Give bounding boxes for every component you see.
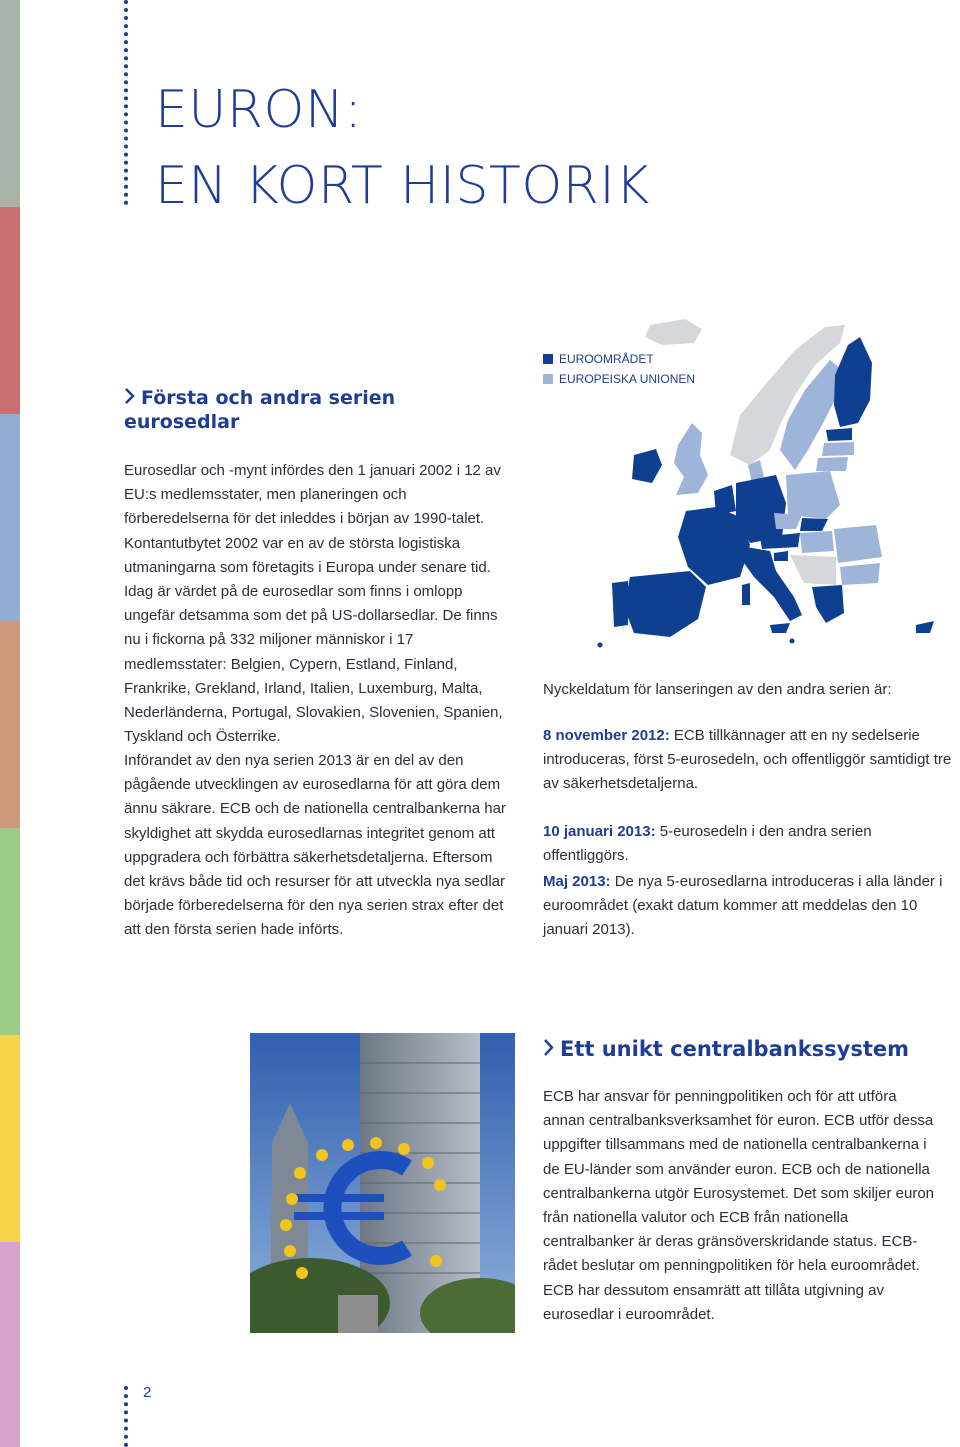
map-bulgaria (840, 563, 880, 585)
section2-heading (543, 1036, 909, 1062)
map-slovakia (800, 518, 828, 531)
map-sardinia (742, 583, 750, 605)
color-stripe-6 (0, 1035, 20, 1242)
map-ireland (632, 449, 662, 483)
map-latvia (822, 442, 854, 456)
chevron-right-icon (543, 1036, 554, 1062)
page-title-line2: EN KORT HISTORIK (155, 156, 650, 216)
color-stripe-7 (0, 1242, 20, 1447)
map-balkans (790, 555, 836, 585)
map-poland (786, 471, 840, 519)
map-spain (624, 571, 706, 637)
map-portugal (612, 581, 628, 627)
section2-heading-text: Ett unikt centralbankssystem (560, 1037, 910, 1061)
color-stripe-1 (0, 0, 20, 207)
map-cyprus (916, 621, 934, 633)
key-dates-intro: Nyckeldatum för lanseringen av den andra serien är: (543, 681, 892, 698)
key-date-label-2: 10 januari 2013: (543, 823, 656, 840)
key-date-item-3 (543, 870, 943, 943)
legend-eurozone-label: EUROOMRÅDET (559, 352, 654, 366)
map-uk (674, 423, 708, 495)
page-number: 2 (143, 1384, 152, 1401)
footer-dotted-rule (124, 1386, 128, 1447)
section1-paragraph1: Eurosedlar och -mynt infördes den 1 januari 2002 i 12 av EU:s medlemsstater, men planeringen och förberedelserna för det inleddes i början av 1990-talet. Kontantutbytet 2002 var en av de största logistiska utmaningarna som företagits i Europa under senare tid. Idag är värdet på de eurosedlar som finns i omlopp ungefär detsamma som det på US-dollarsedlar. De finns nu i fickorna på 332 miljoner människor i 17 medlemsstater: Belgien, Cypern, Estland, Finland, Frankrike, Grekland, Irland, Italien, Luxemburg, Malta, Nederländerna, Portugal, Slovakien, Slovenien, Spanien, Tyskland och Österrike. (124, 462, 503, 746)
map-slovenia (774, 551, 788, 561)
map-malta (790, 639, 795, 644)
europe-map (590, 315, 960, 655)
page-title-line1: EURON: (155, 80, 363, 140)
key-date-label-3: Maj 2013: (543, 873, 611, 890)
legend-eu-swatch (543, 374, 553, 384)
section1-heading (124, 386, 395, 434)
color-stripe-5 (0, 828, 20, 1035)
map-lithuania (816, 457, 848, 471)
map-estonia (826, 428, 852, 441)
key-date-item-2 (543, 820, 958, 868)
key-date-label-1: 8 november 2012: (543, 727, 670, 744)
key-date-item-1 (543, 724, 955, 797)
key-date-text-3: De nya 5-eurosedlarna introduceras i alla länder i euroområdet (exakt datum kommer att meddelas den 10 januari 2013). (543, 873, 943, 939)
title-dotted-rule (124, 0, 128, 205)
map-finland (834, 337, 872, 427)
ecb-euro-sculpture-photo (250, 1033, 515, 1333)
color-stripe-4 (0, 621, 20, 828)
section1-paragraph2: Införandet av den nya serien 2013 är en del av den pågående utvecklingen av eurosedlarna för att göra dem ännu säkrare. ECB och de nationella centralbankerna har skyldighet att skydda eurosedlarnas integritet genom att uppgradera och förbättra säkerhetsdetaljerna. Eftersom det krävs både tid och resurser för att utveckla nya sedlar började förberedelserna för den nya serien strax efter det att den första serien hade införts. (124, 752, 506, 939)
map-romania (834, 525, 882, 563)
map-hungary (800, 531, 834, 553)
key-date-text-2: 5-eurosedeln i den andra serien offentliggörs. (543, 823, 872, 865)
section2-paragraph: ECB har ansvar för penningpolitiken och för att utföra annan centralbanksverksamhet för euron. ECB utför dessa uppgifter tillsammans med de nationella centralbankerna i de EU-länder som använder euron. ECB och de nationella centralbankerna utgör Eurosystemet. Det som skiljer euron från nationella valutor och ECB från nationella centralbanker är deras gränsöverskridande status. ECB-rådet beslutar om penningpolitiken för hela euroområdet. ECB har dessutom ensamrätt att tillåta utgivning av eurosedlar i euroområdet. (543, 1088, 935, 1323)
map-greece (812, 585, 844, 623)
legend-eu-label: EUROPEISKA UNIONEN (559, 372, 696, 386)
color-stripe-2 (0, 207, 20, 414)
photo-pedestal (338, 1295, 378, 1333)
map-sicily (770, 623, 790, 633)
map-czech (774, 513, 802, 529)
map-island-dot (598, 643, 603, 648)
legend-eurozone-swatch (543, 354, 553, 364)
chevron-right-icon (124, 386, 135, 410)
section1-heading-line1: Första och andra serien (141, 387, 396, 409)
map-iceland (645, 319, 702, 345)
section1-heading-line2: eurosedlar (124, 411, 240, 433)
key-date-text-1: ECB tillkännager att en ny sedelserie introduceras, först 5-eurosedeln, och offentliggör samtidigt tre av säkerhetsdetaljerna. (543, 727, 952, 793)
color-stripe-3 (0, 414, 20, 621)
